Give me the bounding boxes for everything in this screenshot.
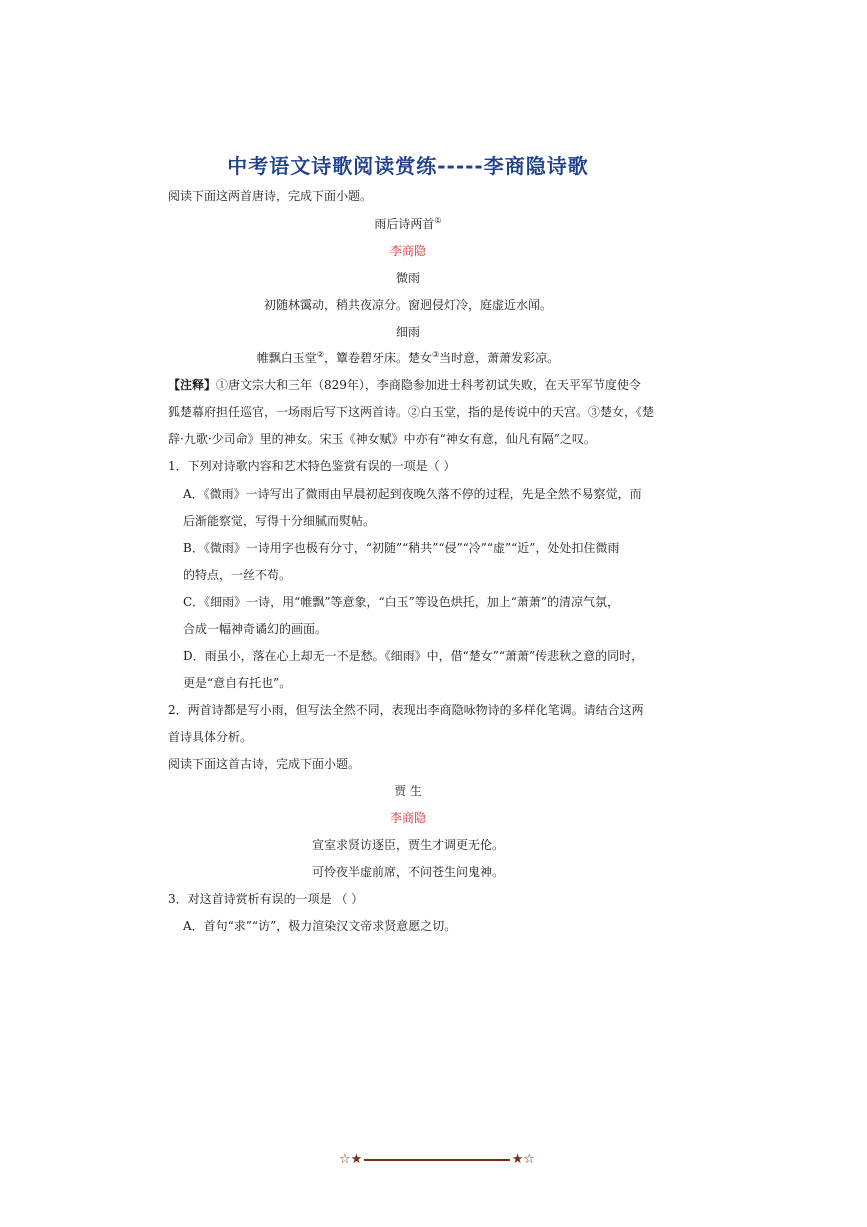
q1-option-a-line-2: 后渐能察觉，写得十分细腻而熨帖。: [183, 514, 376, 528]
poem1-title-footnote: ①: [434, 216, 442, 225]
question-2-line-1: 2．两首诗都是写小雨，但写法全然不同，表现出李商隐咏物诗的多样化笔调。请结合这两: [168, 703, 644, 717]
poem1-sub2-text-a: 帷飘白玉堂: [256, 351, 317, 365]
notes-line-2: 狐楚幕府担任巡官，一场雨后写下这两首诗。②白玉堂，指的是传说中的天宫。③楚女，《楚: [168, 405, 655, 419]
poem1-author: 李商隐: [389, 244, 426, 258]
notes-label: 【注释】: [168, 378, 217, 392]
reading-instruction-1: 阅读下面这两首唐诗，完成下面小题。: [168, 189, 373, 203]
notes-line-1: [168, 377, 641, 393]
reading-instruction-2: 阅读下面这首古诗，完成下面小题。: [168, 757, 361, 771]
notes-line-3: 辞·九歌·少司命》里的神女。宋玉《神女赋》中亦有“神女有意，仙凡有隔”之叹。: [168, 432, 596, 446]
poem1-sub2-title: 细雨: [395, 325, 420, 339]
notes-text-1: ①唐文宗大和三年（829年），李商隐参加进士科考初试失败，在天平军节度使令: [216, 378, 641, 392]
question-3-stem: 3．对这首诗赏析有误的一项是 （ ）: [168, 892, 364, 906]
q1-option-c-line-2: 合成一幅神奇谲幻的画面。: [183, 622, 328, 636]
footer-ornament: [339, 1152, 535, 1168]
q1-option-b-line-1: B．《微雨》一诗用字也极有分寸，“初随”“稍共”“侵”“冷”“虚”“近”，处处扣住微雨: [183, 541, 620, 555]
poem1-sub2-text-c: 当时意，萧萧发彩凉。: [439, 351, 560, 365]
footer-rule: [364, 1159, 509, 1161]
poem1-sub1-text: 初随林霭动，稍共夜凉分。窗迥侵灯冷，庭虚近水闻。: [263, 298, 552, 312]
q1-option-a-line-1: A．《微雨》一诗写出了微雨由早晨初起到夜晚久落不停的过程，先是全然不易察觉，而: [183, 487, 642, 501]
poem2-author: 李商隐: [389, 811, 426, 825]
document-title: 中考语文诗歌阅读赏练-----李商隐诗歌: [227, 154, 589, 178]
poem2-title: 贾 生: [394, 784, 422, 798]
q1-option-d-line-2: 更是“意自有托也”。: [183, 676, 292, 690]
q3-option-a: A．首句“求”“访”，极力渲染汉文帝求贤意愿之切。: [183, 919, 457, 933]
footnote-mark-3: ③: [432, 350, 440, 359]
question-2-line-2: 首诗具体分析。: [168, 730, 253, 744]
question-1-stem: 1．下列对诗歌内容和艺术特色鉴赏有误的一项是（ ）: [168, 459, 456, 473]
poem1-title-text: 雨后诗两首: [374, 217, 435, 231]
poem1-sub2-text-b: ，簟卷碧牙床。楚女: [323, 351, 432, 365]
poem1-title: [0, 216, 816, 232]
poem1-sub1-title: 微雨: [395, 271, 420, 285]
star-icon-right: ★☆: [511, 1152, 535, 1167]
star-icon-left: ☆★: [339, 1152, 363, 1167]
q1-option-c-line-1: C．《细雨》一诗，用“帷飘”等意象，“白玉”等设色烘托，加上“萧萧”的清凉气氛，: [183, 595, 619, 609]
poem2-line-2: 可怜夜半虚前席，不问苍生问鬼神。: [311, 865, 504, 879]
q1-option-d-line-1: D．雨虽小，落在心上却无一不是愁。《细雨》中，借“楚女”“萧萧”传悲秋之意的同时，: [183, 649, 644, 663]
footnote-mark-2: ②: [316, 350, 324, 359]
poem2-line-1: 宣室求贤访逐臣，贾生才调更无伦。: [311, 838, 504, 852]
poem1-sub2-text: [0, 350, 816, 366]
q1-option-b-line-2: 的特点，一丝不苟。: [183, 568, 292, 582]
